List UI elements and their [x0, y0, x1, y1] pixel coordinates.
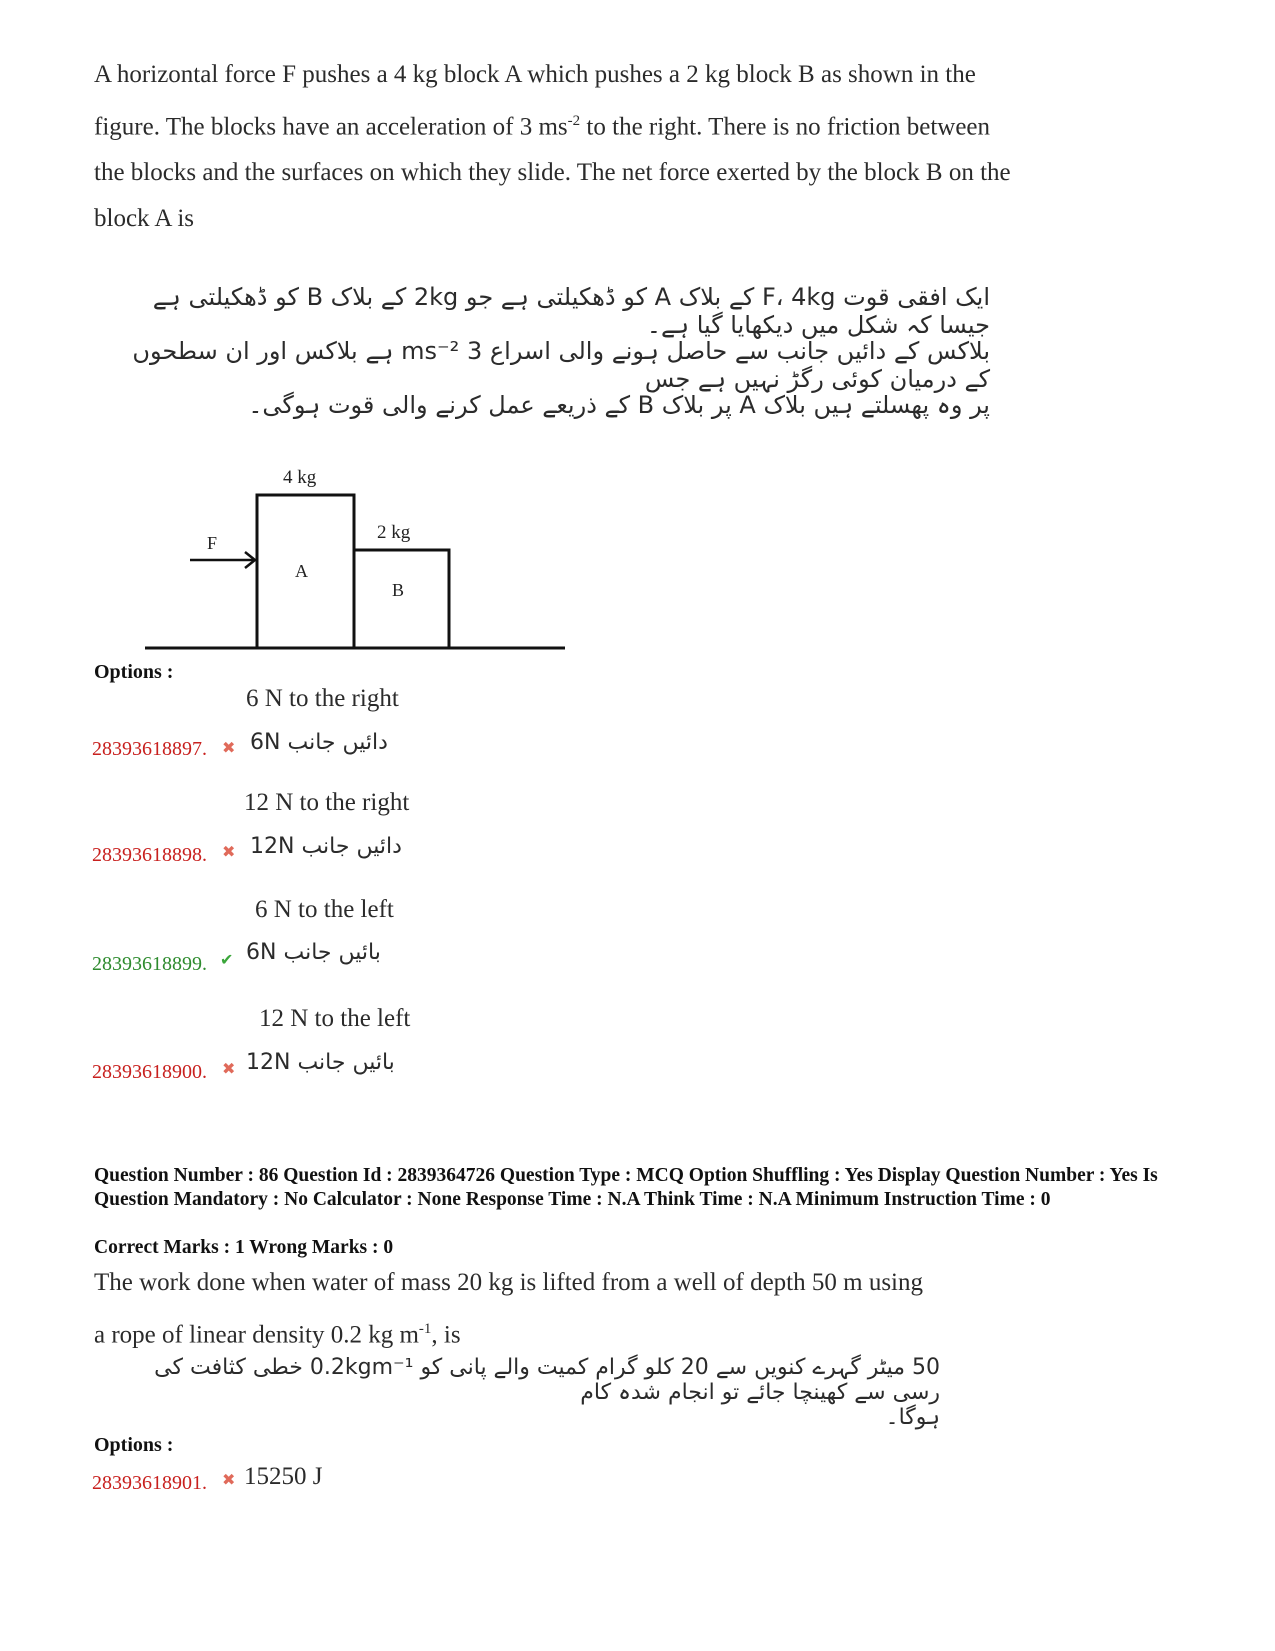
urdu-question-line-2: بلاکس کے دائیں جانب سے حاصل ہونے والی اسراع 3 ms⁻² ہے بلاکس اور ان سطحوں کے درمیان کوئی رگڑ نہیں ہے جس — [132, 337, 990, 393]
question-text: A horizontal force F pushes a 4 kg block A which pushes a 2 kg block B as shown in the figure. The blocks have an acceleration of 3 $ms^{-2}$ to the right. There is no friction between the blocks and the surfaces on which they slide. The net force exerted by the block B on the block A is — [94, 61, 1011, 233]
option-2-text: 12 N to the right — [244, 789, 410, 816]
option-2-id: 28393618898. — [92, 844, 207, 866]
option-3-text: 6 N to the left — [255, 896, 394, 923]
urdu-question-2-line-1: 50 میٹر گہرے کنویں سے 20 کلو گرام کمیت والے پانی کو 0.2kgm⁻¹ خطی کثافت کی رسی سے کھینچا جائے تو انجام شدہ کام — [154, 1355, 940, 1405]
cross-icon: ✖ — [222, 1472, 236, 1489]
option-3-id: 28393618899. — [92, 953, 207, 975]
mass-a-label: 4 kg — [283, 467, 317, 488]
option-1-text: 6 N to the right — [246, 685, 399, 712]
options-label: Options : — [94, 661, 174, 683]
option-4-text: 12 N to the left — [259, 1005, 411, 1032]
block-a-label: A — [295, 561, 308, 581]
question-meta: Question Number : 86 Question Id : 2839364726 Question Type : MCQ Option Shuffling : Yes Display Question Number : Yes Is Question Mandatory : No Calculator : None Response Time : N.A Think Time : N.A Minimum Instruction Time : 0 — [94, 1165, 1158, 1210]
option-4-urdu: بائیں جانب 12N — [246, 1050, 395, 1075]
option-3-urdu: بائیں جانب 6N — [246, 940, 381, 965]
option-2-urdu: دائیں جانب 12N — [250, 834, 402, 859]
cross-icon: ✖ — [222, 1061, 236, 1078]
options-label-2: Options : — [94, 1434, 174, 1456]
option-q2-1-id: 28393618901. — [92, 1472, 207, 1494]
option-1-id: 28393618897. — [92, 738, 207, 760]
question-2-text: The work done when water of mass 20 kg is lifted from a well of depth 50 m using a rope of linear density 0.2 kg $m^{-1}$, is — [94, 1269, 923, 1349]
option-q2-1-text: 15250 J — [244, 1463, 323, 1490]
check-icon: ✔ — [220, 952, 234, 969]
option-1-urdu: دائیں جانب 6N — [250, 730, 388, 755]
mass-b-label: 2 kg — [377, 522, 411, 543]
block-b-label: B — [392, 580, 405, 600]
urdu-question-2-line-2: ہوگا۔ — [885, 1405, 940, 1430]
cross-icon: ✖ — [222, 844, 236, 861]
force-label: F — [207, 533, 218, 553]
blocks-figure — [145, 467, 585, 655]
urdu-question-line-1: ایک افقی قوت F، 4kg کے بلاک A کو ڈھکیلتی ہے جو 2kg کے بلاک B کو ڈھکیلتی ہے جیسا کہ شکل میں دیکھایا گیا ہے۔ — [152, 283, 990, 339]
urdu-question-line-3: پر وہ پھسلتے ہیں بلاک A پر بلاک B کے ذریعے عمل کرنے والی قوت ہوگی۔ — [248, 391, 990, 419]
cross-icon: ✖ — [222, 740, 236, 757]
option-4-id: 28393618900. — [92, 1061, 207, 1083]
marks-info: Correct Marks : 1 Wrong Marks : 0 — [94, 1237, 394, 1258]
